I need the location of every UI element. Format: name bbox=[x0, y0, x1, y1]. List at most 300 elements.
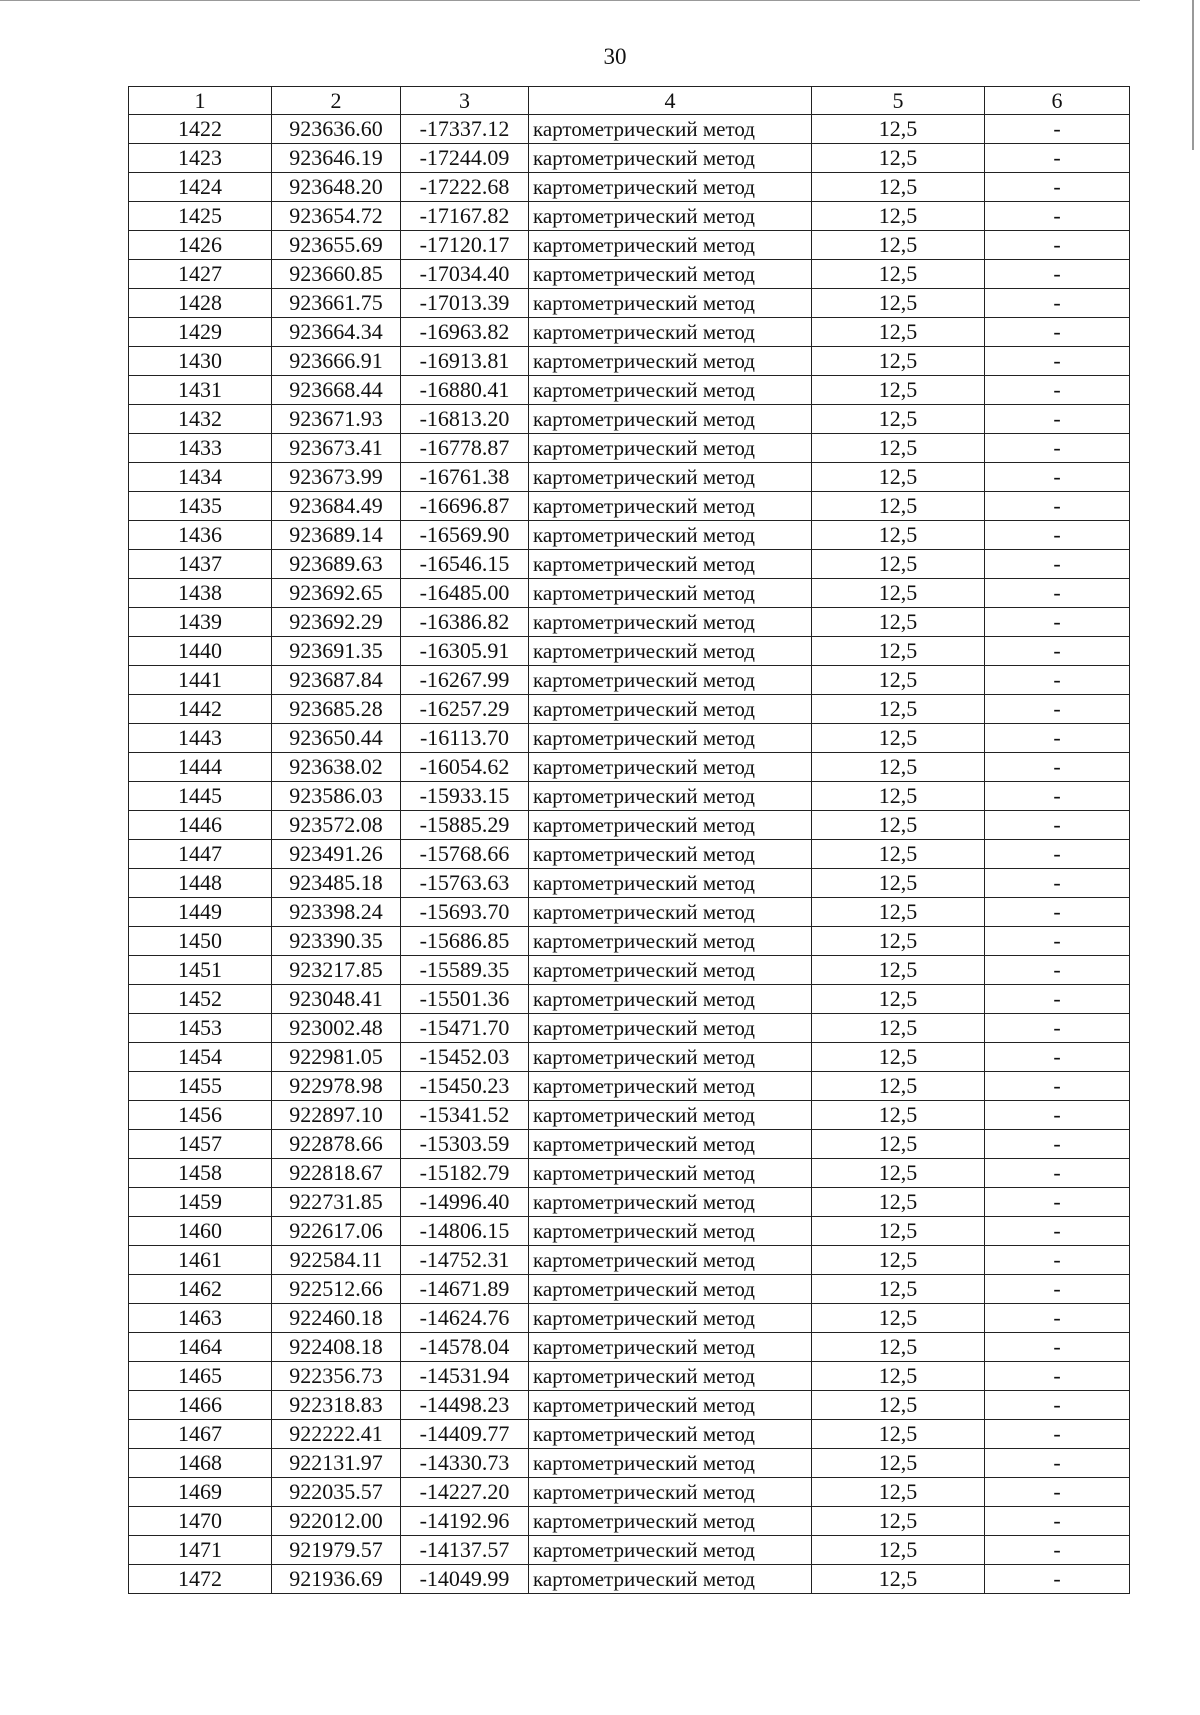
method-cell: картометрический метод bbox=[529, 898, 812, 927]
point-number-cell: 1445 bbox=[129, 782, 272, 811]
description-cell: - bbox=[985, 1101, 1130, 1130]
table-row bbox=[129, 637, 1130, 666]
y-coordinate-cell: -16386.82 bbox=[401, 608, 529, 637]
table-row bbox=[129, 260, 1130, 289]
table-row bbox=[129, 1362, 1130, 1391]
method-cell: картометрический метод bbox=[529, 1072, 812, 1101]
method-cell: картометрический метод bbox=[529, 1507, 812, 1536]
accuracy-cell: 12,5 bbox=[812, 753, 985, 782]
description-cell: - bbox=[985, 811, 1130, 840]
method-cell: картометрический метод bbox=[529, 1014, 812, 1043]
description-cell: - bbox=[985, 1333, 1130, 1362]
y-coordinate-cell: -17120.17 bbox=[401, 231, 529, 260]
description-cell: - bbox=[985, 1072, 1130, 1101]
point-number-cell: 1455 bbox=[129, 1072, 272, 1101]
accuracy-cell: 12,5 bbox=[812, 173, 985, 202]
method-cell: картометрический метод bbox=[529, 637, 812, 666]
description-cell: - bbox=[985, 144, 1130, 173]
point-number-cell: 1460 bbox=[129, 1217, 272, 1246]
point-number-cell: 1446 bbox=[129, 811, 272, 840]
x-coordinate-cell: 923685.28 bbox=[272, 695, 401, 724]
table-row bbox=[129, 550, 1130, 579]
accuracy-cell: 12,5 bbox=[812, 463, 985, 492]
x-coordinate-cell: 923485.18 bbox=[272, 869, 401, 898]
y-coordinate-cell: -16696.87 bbox=[401, 492, 529, 521]
y-coordinate-cell: -16880.41 bbox=[401, 376, 529, 405]
table-header-row bbox=[129, 87, 1130, 115]
point-number-cell: 1454 bbox=[129, 1043, 272, 1072]
x-coordinate-cell: 923398.24 bbox=[272, 898, 401, 927]
x-coordinate-cell: 922978.98 bbox=[272, 1072, 401, 1101]
point-number-cell: 1434 bbox=[129, 463, 272, 492]
x-coordinate-cell: 922408.18 bbox=[272, 1333, 401, 1362]
x-coordinate-cell: 923689.63 bbox=[272, 550, 401, 579]
accuracy-cell: 12,5 bbox=[812, 811, 985, 840]
point-number-cell: 1433 bbox=[129, 434, 272, 463]
accuracy-cell: 12,5 bbox=[812, 376, 985, 405]
method-cell: картометрический метод bbox=[529, 753, 812, 782]
method-cell: картометрический метод bbox=[529, 1043, 812, 1072]
accuracy-cell: 12,5 bbox=[812, 260, 985, 289]
method-cell: картометрический метод bbox=[529, 1449, 812, 1478]
description-cell: - bbox=[985, 840, 1130, 869]
x-coordinate-cell: 923655.69 bbox=[272, 231, 401, 260]
point-number-cell: 1430 bbox=[129, 347, 272, 376]
x-coordinate-cell: 923666.91 bbox=[272, 347, 401, 376]
y-coordinate-cell: -17167.82 bbox=[401, 202, 529, 231]
accuracy-cell: 12,5 bbox=[812, 231, 985, 260]
point-number-cell: 1444 bbox=[129, 753, 272, 782]
x-coordinate-cell: 921979.57 bbox=[272, 1536, 401, 1565]
table-row bbox=[129, 347, 1130, 376]
table-row bbox=[129, 1014, 1130, 1043]
method-cell: картометрический метод bbox=[529, 1275, 812, 1304]
y-coordinate-cell: -14578.04 bbox=[401, 1333, 529, 1362]
point-number-cell: 1424 bbox=[129, 173, 272, 202]
description-cell: - bbox=[985, 1043, 1130, 1072]
y-coordinate-cell: -16054.62 bbox=[401, 753, 529, 782]
y-coordinate-cell: -16485.00 bbox=[401, 579, 529, 608]
x-coordinate-cell: 922318.83 bbox=[272, 1391, 401, 1420]
description-cell: - bbox=[985, 985, 1130, 1014]
x-coordinate-cell: 923687.84 bbox=[272, 666, 401, 695]
point-number-cell: 1438 bbox=[129, 579, 272, 608]
table-row bbox=[129, 231, 1130, 260]
method-cell: картометрический метод bbox=[529, 869, 812, 898]
table-row bbox=[129, 1536, 1130, 1565]
description-cell: - bbox=[985, 434, 1130, 463]
accuracy-cell: 12,5 bbox=[812, 956, 985, 985]
y-coordinate-cell: -16963.82 bbox=[401, 318, 529, 347]
column-header: 2 bbox=[272, 87, 401, 115]
description-cell: - bbox=[985, 1275, 1130, 1304]
accuracy-cell: 12,5 bbox=[812, 1362, 985, 1391]
x-coordinate-cell: 921936.69 bbox=[272, 1565, 401, 1594]
method-cell: картометрический метод bbox=[529, 1333, 812, 1362]
accuracy-cell: 12,5 bbox=[812, 869, 985, 898]
point-number-cell: 1443 bbox=[129, 724, 272, 753]
method-cell: картометрический метод bbox=[529, 1565, 812, 1594]
method-cell: картометрический метод bbox=[529, 202, 812, 231]
point-number-cell: 1436 bbox=[129, 521, 272, 550]
method-cell: картометрический метод bbox=[529, 260, 812, 289]
accuracy-cell: 12,5 bbox=[812, 637, 985, 666]
accuracy-cell: 12,5 bbox=[812, 1072, 985, 1101]
accuracy-cell: 12,5 bbox=[812, 1333, 985, 1362]
y-coordinate-cell: -14531.94 bbox=[401, 1362, 529, 1391]
description-cell: - bbox=[985, 231, 1130, 260]
table-row bbox=[129, 1159, 1130, 1188]
description-cell: - bbox=[985, 347, 1130, 376]
x-coordinate-cell: 923638.02 bbox=[272, 753, 401, 782]
y-coordinate-cell: -17222.68 bbox=[401, 173, 529, 202]
y-coordinate-cell: -16913.81 bbox=[401, 347, 529, 376]
x-coordinate-cell: 922731.85 bbox=[272, 1188, 401, 1217]
table-body bbox=[129, 115, 1130, 1594]
coordinates-table bbox=[128, 86, 1130, 1594]
point-number-cell: 1459 bbox=[129, 1188, 272, 1217]
x-coordinate-cell: 922131.97 bbox=[272, 1449, 401, 1478]
table-row bbox=[129, 753, 1130, 782]
accuracy-cell: 12,5 bbox=[812, 434, 985, 463]
description-cell: - bbox=[985, 289, 1130, 318]
description-cell: - bbox=[985, 898, 1130, 927]
point-number-cell: 1470 bbox=[129, 1507, 272, 1536]
accuracy-cell: 12,5 bbox=[812, 1014, 985, 1043]
table-row bbox=[129, 1565, 1130, 1594]
x-coordinate-cell: 923217.85 bbox=[272, 956, 401, 985]
description-cell: - bbox=[985, 1391, 1130, 1420]
table-row bbox=[129, 927, 1130, 956]
x-coordinate-cell: 923692.29 bbox=[272, 608, 401, 637]
x-coordinate-cell: 923691.35 bbox=[272, 637, 401, 666]
point-number-cell: 1453 bbox=[129, 1014, 272, 1043]
accuracy-cell: 12,5 bbox=[812, 1188, 985, 1217]
x-coordinate-cell: 923684.49 bbox=[272, 492, 401, 521]
y-coordinate-cell: -14330.73 bbox=[401, 1449, 529, 1478]
accuracy-cell: 12,5 bbox=[812, 405, 985, 434]
point-number-cell: 1463 bbox=[129, 1304, 272, 1333]
x-coordinate-cell: 923586.03 bbox=[272, 782, 401, 811]
y-coordinate-cell: -15589.35 bbox=[401, 956, 529, 985]
method-cell: картометрический метод bbox=[529, 231, 812, 260]
method-cell: картометрический метод bbox=[529, 811, 812, 840]
table-row bbox=[129, 1478, 1130, 1507]
method-cell: картометрический метод bbox=[529, 1130, 812, 1159]
table-row bbox=[129, 782, 1130, 811]
table-row bbox=[129, 1130, 1130, 1159]
scan-edge-right bbox=[1192, 0, 1194, 150]
accuracy-cell: 12,5 bbox=[812, 1159, 985, 1188]
description-cell: - bbox=[985, 695, 1130, 724]
accuracy-cell: 12,5 bbox=[812, 289, 985, 318]
point-number-cell: 1426 bbox=[129, 231, 272, 260]
accuracy-cell: 12,5 bbox=[812, 1478, 985, 1507]
accuracy-cell: 12,5 bbox=[812, 724, 985, 753]
description-cell: - bbox=[985, 463, 1130, 492]
point-number-cell: 1450 bbox=[129, 927, 272, 956]
x-coordinate-cell: 923692.65 bbox=[272, 579, 401, 608]
method-cell: картометрический метод bbox=[529, 1536, 812, 1565]
x-coordinate-cell: 922981.05 bbox=[272, 1043, 401, 1072]
description-cell: - bbox=[985, 376, 1130, 405]
point-number-cell: 1442 bbox=[129, 695, 272, 724]
method-cell: картометрический метод bbox=[529, 376, 812, 405]
table-row bbox=[129, 1217, 1130, 1246]
table-row bbox=[129, 811, 1130, 840]
point-number-cell: 1467 bbox=[129, 1420, 272, 1449]
method-cell: картометрический метод bbox=[529, 927, 812, 956]
point-number-cell: 1461 bbox=[129, 1246, 272, 1275]
x-coordinate-cell: 922035.57 bbox=[272, 1478, 401, 1507]
method-cell: картометрический метод bbox=[529, 782, 812, 811]
x-coordinate-cell: 922584.11 bbox=[272, 1246, 401, 1275]
column-header: 3 bbox=[401, 87, 529, 115]
method-cell: картометрический метод bbox=[529, 1478, 812, 1507]
x-coordinate-cell: 922878.66 bbox=[272, 1130, 401, 1159]
method-cell: картометрический метод bbox=[529, 695, 812, 724]
point-number-cell: 1465 bbox=[129, 1362, 272, 1391]
y-coordinate-cell: -15885.29 bbox=[401, 811, 529, 840]
point-number-cell: 1458 bbox=[129, 1159, 272, 1188]
y-coordinate-cell: -17013.39 bbox=[401, 289, 529, 318]
accuracy-cell: 12,5 bbox=[812, 1304, 985, 1333]
point-number-cell: 1429 bbox=[129, 318, 272, 347]
method-cell: картометрический метод bbox=[529, 840, 812, 869]
x-coordinate-cell: 922617.06 bbox=[272, 1217, 401, 1246]
point-number-cell: 1464 bbox=[129, 1333, 272, 1362]
accuracy-cell: 12,5 bbox=[812, 1507, 985, 1536]
accuracy-cell: 12,5 bbox=[812, 579, 985, 608]
table-row bbox=[129, 1333, 1130, 1362]
method-cell: картометрический метод bbox=[529, 1159, 812, 1188]
accuracy-cell: 12,5 bbox=[812, 202, 985, 231]
x-coordinate-cell: 922012.00 bbox=[272, 1507, 401, 1536]
description-cell: - bbox=[985, 1478, 1130, 1507]
description-cell: - bbox=[985, 318, 1130, 347]
method-cell: картометрический метод bbox=[529, 1304, 812, 1333]
y-coordinate-cell: -14227.20 bbox=[401, 1478, 529, 1507]
table-row bbox=[129, 1101, 1130, 1130]
point-number-cell: 1468 bbox=[129, 1449, 272, 1478]
accuracy-cell: 12,5 bbox=[812, 492, 985, 521]
description-cell: - bbox=[985, 608, 1130, 637]
method-cell: картометрический метод bbox=[529, 985, 812, 1014]
table-row bbox=[129, 463, 1130, 492]
description-cell: - bbox=[985, 1014, 1130, 1043]
point-number-cell: 1471 bbox=[129, 1536, 272, 1565]
table-row bbox=[129, 579, 1130, 608]
point-number-cell: 1440 bbox=[129, 637, 272, 666]
y-coordinate-cell: -16113.70 bbox=[401, 724, 529, 753]
point-number-cell: 1466 bbox=[129, 1391, 272, 1420]
description-cell: - bbox=[985, 173, 1130, 202]
accuracy-cell: 12,5 bbox=[812, 347, 985, 376]
point-number-cell: 1427 bbox=[129, 260, 272, 289]
x-coordinate-cell: 923650.44 bbox=[272, 724, 401, 753]
y-coordinate-cell: -14192.96 bbox=[401, 1507, 529, 1536]
accuracy-cell: 12,5 bbox=[812, 550, 985, 579]
scan-edge-top bbox=[0, 0, 1140, 1]
description-cell: - bbox=[985, 1536, 1130, 1565]
description-cell: - bbox=[985, 1188, 1130, 1217]
column-header: 6 bbox=[985, 87, 1130, 115]
x-coordinate-cell: 923002.48 bbox=[272, 1014, 401, 1043]
table-row bbox=[129, 492, 1130, 521]
y-coordinate-cell: -16778.87 bbox=[401, 434, 529, 463]
y-coordinate-cell: -17034.40 bbox=[401, 260, 529, 289]
x-coordinate-cell: 922222.41 bbox=[272, 1420, 401, 1449]
x-coordinate-cell: 923654.72 bbox=[272, 202, 401, 231]
description-cell: - bbox=[985, 202, 1130, 231]
accuracy-cell: 12,5 bbox=[812, 1565, 985, 1594]
x-coordinate-cell: 923661.75 bbox=[272, 289, 401, 318]
description-cell: - bbox=[985, 869, 1130, 898]
table-row bbox=[129, 1246, 1130, 1275]
table-row bbox=[129, 666, 1130, 695]
y-coordinate-cell: -15686.85 bbox=[401, 927, 529, 956]
method-cell: картометрический метод bbox=[529, 1188, 812, 1217]
table-row bbox=[129, 1188, 1130, 1217]
description-cell: - bbox=[985, 1246, 1130, 1275]
description-cell: - bbox=[985, 637, 1130, 666]
y-coordinate-cell: -15450.23 bbox=[401, 1072, 529, 1101]
method-cell: картометрический метод bbox=[529, 347, 812, 376]
table-row bbox=[129, 1043, 1130, 1072]
point-number-cell: 1469 bbox=[129, 1478, 272, 1507]
point-number-cell: 1456 bbox=[129, 1101, 272, 1130]
x-coordinate-cell: 923646.19 bbox=[272, 144, 401, 173]
point-number-cell: 1457 bbox=[129, 1130, 272, 1159]
table-row bbox=[129, 1420, 1130, 1449]
y-coordinate-cell: -15768.66 bbox=[401, 840, 529, 869]
y-coordinate-cell: -15303.59 bbox=[401, 1130, 529, 1159]
x-coordinate-cell: 923689.14 bbox=[272, 521, 401, 550]
method-cell: картометрический метод bbox=[529, 115, 812, 144]
accuracy-cell: 12,5 bbox=[812, 1130, 985, 1159]
y-coordinate-cell: -14498.23 bbox=[401, 1391, 529, 1420]
table-row bbox=[129, 869, 1130, 898]
x-coordinate-cell: 923390.35 bbox=[272, 927, 401, 956]
description-cell: - bbox=[985, 1130, 1130, 1159]
accuracy-cell: 12,5 bbox=[812, 115, 985, 144]
y-coordinate-cell: -16257.29 bbox=[401, 695, 529, 724]
x-coordinate-cell: 923673.41 bbox=[272, 434, 401, 463]
method-cell: картометрический метод bbox=[529, 492, 812, 521]
x-coordinate-cell: 922512.66 bbox=[272, 1275, 401, 1304]
y-coordinate-cell: -15933.15 bbox=[401, 782, 529, 811]
description-cell: - bbox=[985, 782, 1130, 811]
accuracy-cell: 12,5 bbox=[812, 695, 985, 724]
y-coordinate-cell: -14137.57 bbox=[401, 1536, 529, 1565]
x-coordinate-cell: 923636.60 bbox=[272, 115, 401, 144]
description-cell: - bbox=[985, 956, 1130, 985]
table-row bbox=[129, 724, 1130, 753]
description-cell: - bbox=[985, 260, 1130, 289]
accuracy-cell: 12,5 bbox=[812, 1043, 985, 1072]
point-number-cell: 1437 bbox=[129, 550, 272, 579]
x-coordinate-cell: 923648.20 bbox=[272, 173, 401, 202]
y-coordinate-cell: -15763.63 bbox=[401, 869, 529, 898]
point-number-cell: 1439 bbox=[129, 608, 272, 637]
description-cell: - bbox=[985, 666, 1130, 695]
x-coordinate-cell: 923572.08 bbox=[272, 811, 401, 840]
column-header: 5 bbox=[812, 87, 985, 115]
table-row bbox=[129, 173, 1130, 202]
accuracy-cell: 12,5 bbox=[812, 898, 985, 927]
table-row bbox=[129, 898, 1130, 927]
table-row bbox=[129, 1449, 1130, 1478]
x-coordinate-cell: 922897.10 bbox=[272, 1101, 401, 1130]
table-row bbox=[129, 1304, 1130, 1333]
description-cell: - bbox=[985, 1449, 1130, 1478]
method-cell: картометрический метод bbox=[529, 521, 812, 550]
point-number-cell: 1449 bbox=[129, 898, 272, 927]
method-cell: картометрический метод bbox=[529, 173, 812, 202]
table-row bbox=[129, 1507, 1130, 1536]
y-coordinate-cell: -15341.52 bbox=[401, 1101, 529, 1130]
description-cell: - bbox=[985, 1159, 1130, 1188]
table-row bbox=[129, 985, 1130, 1014]
point-number-cell: 1447 bbox=[129, 840, 272, 869]
method-cell: картометрический метод bbox=[529, 318, 812, 347]
accuracy-cell: 12,5 bbox=[812, 1217, 985, 1246]
accuracy-cell: 12,5 bbox=[812, 144, 985, 173]
x-coordinate-cell: 923668.44 bbox=[272, 376, 401, 405]
method-cell: картометрический метод bbox=[529, 579, 812, 608]
point-number-cell: 1472 bbox=[129, 1565, 272, 1594]
method-cell: картометрический метод bbox=[529, 666, 812, 695]
accuracy-cell: 12,5 bbox=[812, 608, 985, 637]
page-number: 30 bbox=[603, 44, 627, 69]
column-header: 1 bbox=[129, 87, 272, 115]
y-coordinate-cell: -15471.70 bbox=[401, 1014, 529, 1043]
method-cell: картометрический метод bbox=[529, 463, 812, 492]
description-cell: - bbox=[985, 1507, 1130, 1536]
accuracy-cell: 12,5 bbox=[812, 840, 985, 869]
y-coordinate-cell: -14049.99 bbox=[401, 1565, 529, 1594]
method-cell: картометрический метод bbox=[529, 1246, 812, 1275]
accuracy-cell: 12,5 bbox=[812, 521, 985, 550]
point-number-cell: 1435 bbox=[129, 492, 272, 521]
description-cell: - bbox=[985, 1565, 1130, 1594]
accuracy-cell: 12,5 bbox=[812, 318, 985, 347]
table-row bbox=[129, 144, 1130, 173]
y-coordinate-cell: -15693.70 bbox=[401, 898, 529, 927]
table-row bbox=[129, 289, 1130, 318]
table-row bbox=[129, 695, 1130, 724]
method-cell: картометрический метод bbox=[529, 405, 812, 434]
accuracy-cell: 12,5 bbox=[812, 1246, 985, 1275]
x-coordinate-cell: 923491.26 bbox=[272, 840, 401, 869]
table-row bbox=[129, 956, 1130, 985]
accuracy-cell: 12,5 bbox=[812, 1536, 985, 1565]
accuracy-cell: 12,5 bbox=[812, 1101, 985, 1130]
description-cell: - bbox=[985, 115, 1130, 144]
description-cell: - bbox=[985, 1304, 1130, 1333]
accuracy-cell: 12,5 bbox=[812, 1275, 985, 1304]
y-coordinate-cell: -14671.89 bbox=[401, 1275, 529, 1304]
description-cell: - bbox=[985, 550, 1130, 579]
point-number-cell: 1451 bbox=[129, 956, 272, 985]
x-coordinate-cell: 923673.99 bbox=[272, 463, 401, 492]
method-cell: картометрический метод bbox=[529, 956, 812, 985]
point-number-cell: 1448 bbox=[129, 869, 272, 898]
y-coordinate-cell: -14409.77 bbox=[401, 1420, 529, 1449]
x-coordinate-cell: 923671.93 bbox=[272, 405, 401, 434]
method-cell: картометрический метод bbox=[529, 289, 812, 318]
method-cell: картометрический метод bbox=[529, 1217, 812, 1246]
